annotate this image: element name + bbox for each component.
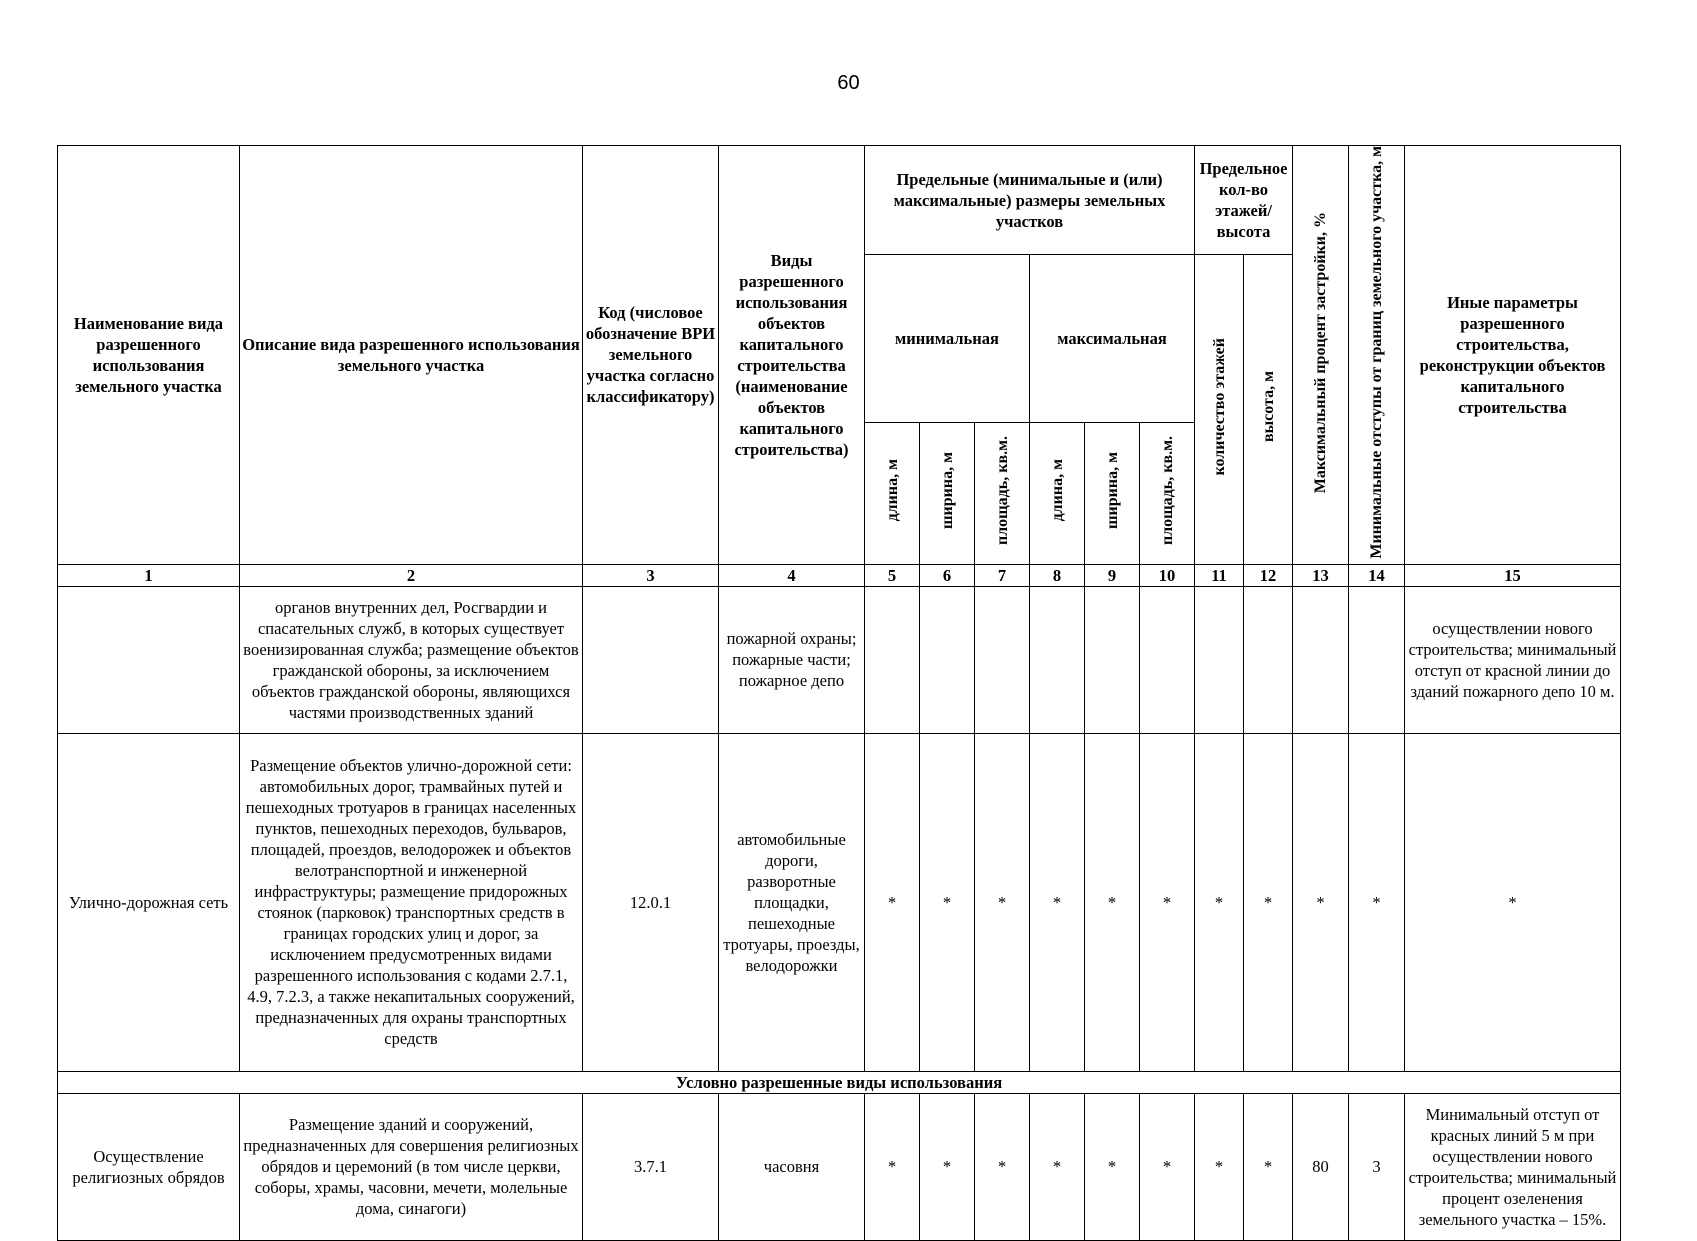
use-description-cell: Размещение объектов улично-дорожной сети: автомобильных дорог, трамвайных путей и пешеходных тротуаров в границах населенных пунктов, пешеходных переходов, бульваров, площадей, проездов, велодорожек и объектов велотранспортной и инженерной инфраструктуры; размещение придорожных стоянок (парковок) транспортных средств в границах городских улиц и дорог, за исключением предусмотренных видами разрешенного использования с кодами 2.7.1, 4.9, 7.2.3, а также некапитальных сооружений, предназначенных для охраны транспортных средств bbox=[240, 733, 583, 1071]
column-number: 15 bbox=[1405, 564, 1621, 586]
column-number: 2 bbox=[240, 564, 583, 586]
header-use-description: Описание вида разрешенного использования земельного участка bbox=[240, 146, 583, 565]
value-cell: * bbox=[1085, 733, 1140, 1071]
objects-cell: часовня bbox=[719, 1093, 865, 1240]
value-cell: * bbox=[865, 733, 920, 1071]
column-number: 13 bbox=[1293, 564, 1349, 586]
objects-cell: автомобильные дороги, разворотные площадки, пешеходные тротуары, проезды, велодорожки bbox=[719, 733, 865, 1071]
value-cell: 80 bbox=[1293, 1093, 1349, 1240]
value-cell: * bbox=[1085, 1093, 1140, 1240]
other-params-cell: осуществлении нового строительства; минимальный отступ от красной линии до зданий пожарного депо 10 м. bbox=[1405, 586, 1621, 733]
header-floors-count: количество этажей bbox=[1195, 255, 1244, 565]
section-title: Условно разрешенные виды использования bbox=[58, 1071, 1621, 1093]
use-name-cell bbox=[58, 586, 240, 733]
table-row bbox=[58, 1093, 1621, 1240]
header-min-setbacks: Минимальные отступы от границ земельного участка, м bbox=[1349, 146, 1405, 565]
value-cell: * bbox=[1030, 733, 1085, 1071]
header-max-width: ширина, м bbox=[1085, 422, 1140, 564]
column-number: 10 bbox=[1140, 564, 1195, 586]
column-number: 4 bbox=[719, 564, 865, 586]
header-min-group: минимальная bbox=[865, 255, 1030, 423]
header-min-width: ширина, м bbox=[920, 422, 975, 564]
code-cell: 3.7.1 bbox=[583, 1093, 719, 1240]
column-number-row bbox=[58, 564, 1621, 586]
header-max-group: максимальная bbox=[1030, 255, 1195, 423]
value-cell: * bbox=[920, 1093, 975, 1240]
value-cell: * bbox=[975, 1093, 1030, 1240]
objects-cell: пожарной охраны; пожарные части; пожарное депо bbox=[719, 586, 865, 733]
column-number: 12 bbox=[1244, 564, 1293, 586]
header-min-length: длина, м bbox=[865, 422, 920, 564]
table-row bbox=[58, 586, 1621, 733]
column-number: 7 bbox=[975, 564, 1030, 586]
value-cell: * bbox=[1244, 733, 1293, 1071]
column-number: 3 bbox=[583, 564, 719, 586]
column-number: 6 bbox=[920, 564, 975, 586]
use-name-cell: Улично-дорожная сеть bbox=[58, 733, 240, 1071]
other-params-cell: Минимальный отступ от красных линий 5 м при осуществлении нового строительства; минимальный процент озеленения земельного участка – 15%. bbox=[1405, 1093, 1621, 1240]
value-cell: * bbox=[1293, 733, 1349, 1071]
header-other-params: Иные параметры разрешенного строительства, реконструкции объектов капитального строительства bbox=[1405, 146, 1621, 565]
code-cell: 12.0.1 bbox=[583, 733, 719, 1071]
value-cell: * bbox=[1140, 1093, 1195, 1240]
header-min-area: площадь, кв.м. bbox=[975, 422, 1030, 564]
header-code: Код (числовое обозначение ВРИ земельного участка согласно классификатору) bbox=[583, 146, 719, 565]
value-cell: * bbox=[975, 733, 1030, 1071]
header-floors-height: Предельное кол-во этажей/ высота bbox=[1195, 146, 1293, 255]
value-cell: * bbox=[865, 1093, 920, 1240]
column-number: 9 bbox=[1085, 564, 1140, 586]
header-object-types: Виды разрешенного использования объектов капитального строительства (наименование объектов капитального строительства) bbox=[719, 146, 865, 565]
column-number: 14 bbox=[1349, 564, 1405, 586]
other-params-cell: * bbox=[1405, 733, 1621, 1071]
page-number: 60 bbox=[837, 72, 860, 94]
header-max-area: площадь, кв.м. bbox=[1140, 422, 1195, 564]
header-use-name: Наименование вида разрешенного использования земельного участка bbox=[58, 146, 240, 565]
land-use-table bbox=[57, 145, 1621, 1241]
column-number: 5 bbox=[865, 564, 920, 586]
value-cell: * bbox=[1030, 1093, 1085, 1240]
code-cell bbox=[583, 586, 719, 733]
use-description-cell: органов внутренних дел, Росгвардии и спасательных служб, в которых существует военизированная служба; размещение объектов гражданской обороны, за исключением объектов гражданской обороны, являющихся частями производственных зданий bbox=[240, 586, 583, 733]
header-max-build-percent: Максимальный процент застройки, % bbox=[1293, 146, 1349, 565]
value-cell: 3 bbox=[1349, 1093, 1405, 1240]
value-cell: * bbox=[1349, 733, 1405, 1071]
header-max-length: длина, м bbox=[1030, 422, 1085, 564]
column-number: 11 bbox=[1195, 564, 1244, 586]
table-row bbox=[58, 733, 1621, 1071]
value-cell: * bbox=[1140, 733, 1195, 1071]
column-number: 8 bbox=[1030, 564, 1085, 586]
header-height: высота, м bbox=[1244, 255, 1293, 565]
use-description-cell: Размещение зданий и сооружений, предназначенных для совершения религиозных обрядов и церемоний (в том числе церкви, соборы, храмы, часовни, мечети, молельные дома, синагоги) bbox=[240, 1093, 583, 1240]
section-row bbox=[58, 1071, 1621, 1093]
value-cell: * bbox=[1244, 1093, 1293, 1240]
value-cell: * bbox=[920, 733, 975, 1071]
column-number: 1 bbox=[58, 564, 240, 586]
header-plot-sizes: Предельные (минимальные и (или) максимальные) размеры земельных участков bbox=[865, 146, 1195, 255]
use-name-cell: Осуществление религиозных обрядов bbox=[58, 1093, 240, 1240]
value-cell: * bbox=[1195, 733, 1244, 1071]
value-cell: * bbox=[1195, 1093, 1244, 1240]
